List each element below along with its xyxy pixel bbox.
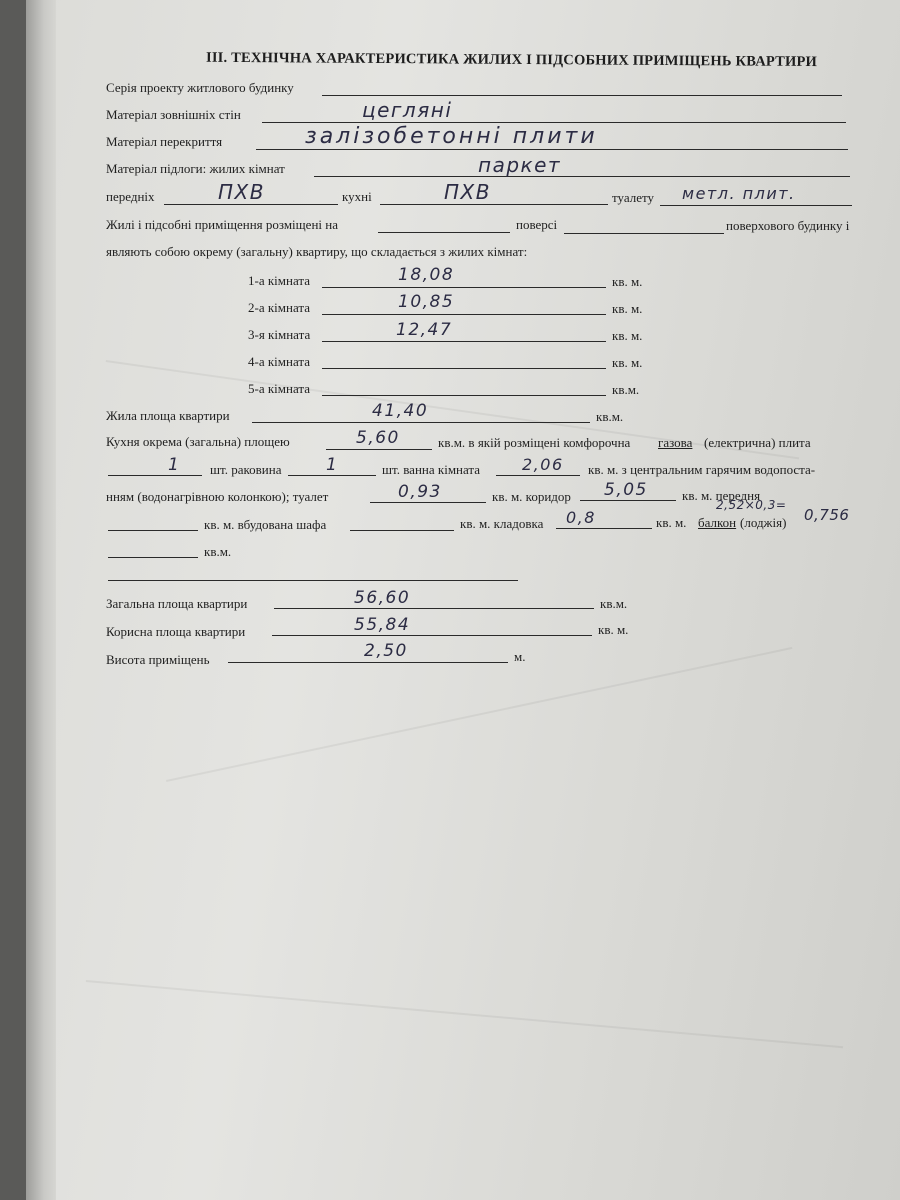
label-sink: шт. раковина (210, 462, 282, 477)
separator-line (108, 580, 518, 581)
line-room2 (322, 314, 606, 315)
line-hall-area (108, 530, 198, 531)
line-bathroom-area (496, 475, 580, 476)
line-room3 (322, 341, 606, 342)
value-room3: 12,47 (396, 320, 453, 340)
value-height: 2,50 (364, 641, 408, 661)
value-kitchen-area: 5,60 (356, 428, 400, 448)
label-room2: 2-а кімната (248, 300, 311, 315)
value-room2: 10,85 (398, 292, 455, 312)
line-pantry-area (556, 528, 652, 529)
value-floors-between: залізобетонні плити (305, 124, 598, 149)
label-series: Серія проекту житлового будинку (106, 80, 294, 95)
sheet-edge-shadow (26, 0, 56, 1200)
label-flooring: Матеріал підлоги: жилих кімнат (106, 161, 285, 176)
line-toilet (660, 205, 852, 206)
unit-room4: кв. м. (612, 355, 643, 370)
label-storey-building: поверхового будинку і (726, 218, 850, 233)
line-storeys (564, 233, 724, 234)
label-hot-water: кв. м. з центральним гарячим водопоста- (588, 462, 816, 477)
document-title: III. ТЕХНІЧНА ХАРАКТЕРИСТИКА ЖИЛИХ І ПІДСОБНИХ ПРИМІЩЕНЬ КВАРТИРИ (205, 49, 818, 71)
line-room4 (322, 368, 606, 369)
label-floors-between: Матеріал перекриття (106, 134, 223, 149)
label-room4: 4-а кімната (248, 354, 311, 369)
line-hall (164, 204, 338, 205)
line-corridor-area (580, 500, 676, 501)
line-toilet-area (370, 502, 486, 503)
label-toilet: туалету (612, 190, 654, 205)
unit-room2: кв. м. (612, 301, 643, 316)
value-corridor-area: 5,05 (604, 480, 648, 500)
label-corridor: кв. м. коридор (492, 489, 571, 504)
value-toilet: метл. плит. (682, 184, 796, 203)
line-balcony-area (108, 557, 198, 558)
label-total-area: Загальна площа квартири (106, 596, 248, 611)
value-useful-area: 55,84 (354, 615, 411, 635)
unit-total-area: кв.м. (600, 596, 628, 611)
line-wardrobe-area (350, 530, 454, 531)
label-wardrobe: кв. м. вбудована шафа (204, 517, 327, 532)
label-hall: передніх (106, 189, 155, 204)
line-room5 (322, 395, 606, 396)
label-useful-area: Корисна площа квартири (106, 624, 246, 639)
value-total-area: 56,60 (354, 588, 411, 608)
label-balcony: балкон (698, 515, 737, 530)
label-balcony-b: (лоджія) (740, 515, 787, 530)
value-walls: цегляні (362, 98, 453, 122)
value-flooring: паркет (478, 153, 562, 177)
label-stove-a: кв.м. в якій розміщені комфорочна (438, 435, 631, 450)
value-room1: 18,08 (398, 265, 455, 285)
unit-living-area: кв.м. (596, 409, 624, 424)
label-heater: нням (водонагрівною колонкою); туалет (106, 489, 329, 504)
label-balcony-a: кв. м. (656, 515, 687, 530)
label-room3: 3-я кімната (248, 327, 311, 342)
line-kitchen-area (326, 449, 432, 450)
unit-balcony-area: кв.м. (204, 544, 232, 559)
unit-useful-area: кв. м. (598, 622, 629, 637)
line-useful-area (272, 635, 592, 636)
label-walls: Матеріал зовнішніх стін (106, 107, 241, 122)
unit-room3: кв. м. (612, 328, 643, 343)
value-living-area: 41,40 (372, 401, 429, 421)
line-baths (288, 475, 376, 476)
label-apartment-consists: являють собою окрему (загальну) квартиру, що складається з жилих кімнат: (106, 244, 528, 259)
value-toilet-area: 0,93 (398, 482, 442, 502)
unit-room1: кв. м. (612, 274, 643, 289)
value-bathroom-area: 2,06 (522, 455, 564, 474)
label-height: Висота приміщень (106, 652, 210, 667)
value-pantry-area: 0,8 (566, 508, 596, 527)
line-walls (262, 122, 846, 123)
label-room1: 1-а кімната (248, 273, 311, 288)
line-sinks (108, 475, 202, 476)
value-hall: ПХВ (218, 180, 265, 204)
label-pantry: кв. м. кладовка (460, 516, 544, 531)
unit-height: м. (514, 649, 526, 664)
value-balcony-calc: 2,52×0,3= (716, 498, 787, 512)
line-floor-number (378, 232, 510, 233)
value-sinks: 1 (168, 455, 181, 475)
line-floors-between (256, 149, 848, 150)
line-room1 (322, 287, 606, 288)
unit-room5: кв.м. (612, 382, 640, 397)
line-height (228, 662, 508, 663)
label-located-on: Жилі і підсобні приміщення розміщені на (106, 217, 338, 232)
line-series (322, 95, 842, 96)
paper-crease (166, 647, 792, 782)
value-baths: 1 (326, 455, 339, 475)
value-balcony-area: 0,756 (804, 506, 850, 524)
label-living-area: Жила площа квартири (106, 408, 230, 423)
label-floor: поверсі (516, 217, 558, 232)
label-bath: шт. ванна кімната (382, 462, 481, 477)
line-total-area (274, 608, 594, 609)
line-living-area (252, 422, 590, 423)
label-stove-b: (електрична) плита (704, 435, 811, 450)
label-stove-gas: газова (658, 435, 693, 450)
label-hall-area: кв. м. передня (682, 488, 761, 503)
line-kitchen (380, 204, 608, 205)
label-room5: 5-а кімната (248, 381, 311, 396)
line-flooring (314, 176, 850, 177)
label-kitchen: кухні (342, 189, 372, 204)
label-kitchen-area: Кухня окрема (загальна) площею (106, 434, 290, 449)
paper-crease (86, 980, 843, 1048)
value-kitchen: ПХВ (444, 180, 491, 204)
